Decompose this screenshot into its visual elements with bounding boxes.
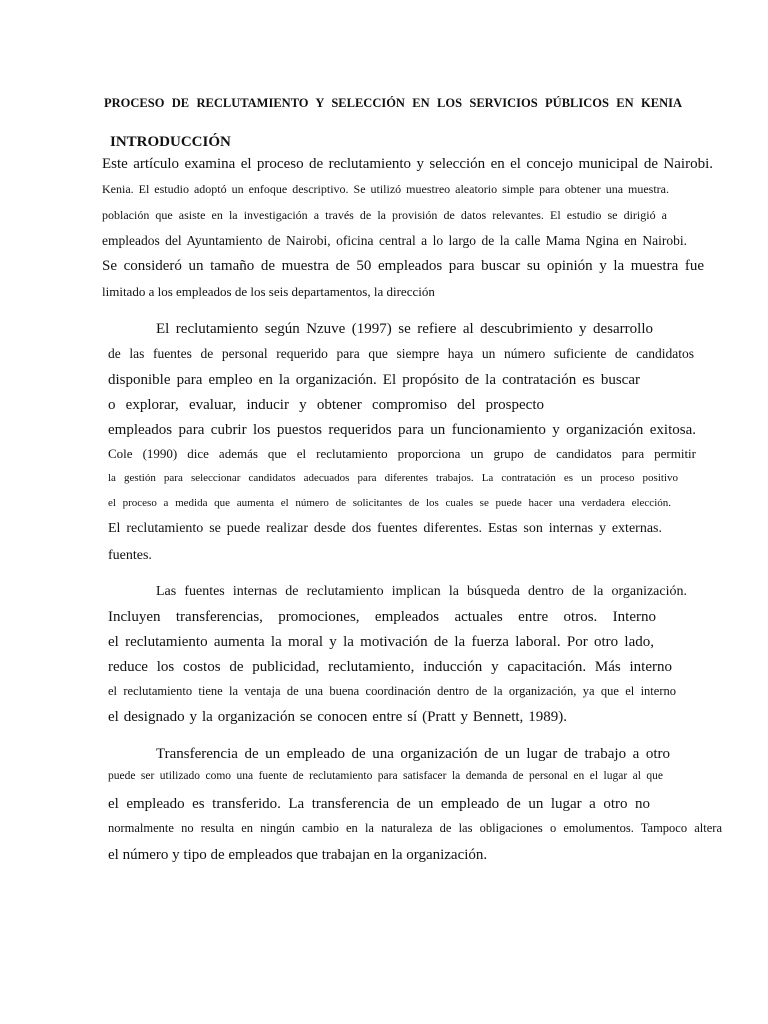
text-line: Kenia. El estudio adoptó un enfoque descriptivo. Se utilizó muestreo aleatorio simple para obtener una muestra. [102, 182, 669, 196]
text-line: Este artículo examina el proceso de reclutamiento y selección en el concejo municipal de Nairobi. [102, 156, 713, 172]
document-title: PROCESO DE RECLUTAMIENTO Y SELECCIÓN EN LOS SERVICIOS PÚBLICOS EN KENIA [104, 96, 682, 110]
text-line: El reclutamiento se puede realizar desde dos fuentes diferentes. Estas son internas y externas. [108, 521, 662, 536]
text-line: Las fuentes internas de reclutamiento implican la búsqueda dentro de la organización. [156, 584, 687, 599]
section-heading: INTRODUCCIÓN [110, 134, 231, 150]
text-line: Se consideró un tamaño de muestra de 50 empleados para buscar su opinión y la muestra fue [102, 258, 704, 274]
text-line: la gestión para seleccionar candidatos adecuados para diferentes trabajos. La contratación es un proceso positivo [108, 472, 678, 484]
text-line: empleados del Ayuntamiento de Nairobi, oficina central a lo largo de la calle Mama Ngina en Nairobi. [102, 233, 687, 248]
text-line: o explorar, evaluar, inducir y obtener compromiso del prospecto [108, 397, 544, 413]
text-line: reduce los costos de publicidad, reclutamiento, inducción y capacitación. Más interno [108, 659, 672, 675]
text-line: limitado a los empleados de los seis departamentos, la dirección [102, 284, 435, 299]
text-line: Cole (1990) dice además que el reclutamiento proporciona un grupo de candidatos para permitir [108, 446, 696, 461]
text-line: población que asiste en la investigación a través de la provisión de datos relevantes. El estudio se dirigió a [102, 208, 667, 222]
text-line: Transferencia de un empleado de una organización de un lugar de trabajo a otro [156, 746, 670, 762]
text-line: el número y tipo de empleados que trabajan en la organización. [108, 847, 488, 863]
text-line: El reclutamiento según Nzuve (1997) se refiere al descubrimiento y desarrollo [156, 321, 653, 337]
text-line: normalmente no resulta en ningún cambio en la naturaleza de las obligaciones o emolumentos. Tampoco altera [108, 821, 722, 835]
text-line: el proceso a medida que aumenta el número de solicitantes de los cuales se puede hacer una verdadera elección. [108, 497, 671, 509]
text-line: fuentes. [108, 548, 152, 563]
text-line: el reclutamiento aumenta la moral y la motivación de la fuerza laboral. Por otro lado, [108, 634, 654, 650]
text-line: el reclutamiento tiene la ventaja de una buena coordinación dentro de la organización, ya que el interno [108, 684, 676, 698]
text-line: el empleado es transferido. La transferencia de un empleado de un lugar a otro no [108, 796, 650, 812]
text-line: el designado y la organización se conocen entre sí (Pratt y Bennett, 1989). [108, 709, 567, 725]
text-line: Incluyen transferencias, promociones, empleados actuales entre otros. Interno [108, 609, 656, 625]
text-line: de las fuentes de personal requerido para que siempre haya un número suficiente de candidatos [108, 346, 694, 361]
text-line: empleados para cubrir los puestos requeridos para un funcionamiento y organización exitosa. [108, 422, 696, 438]
text-line: puede ser utilizado como una fuente de reclutamiento para satisfacer la demanda de personal en el lugar al que [108, 770, 663, 782]
text-line: disponible para empleo en la organización. El propósito de la contratación es buscar [108, 372, 640, 388]
